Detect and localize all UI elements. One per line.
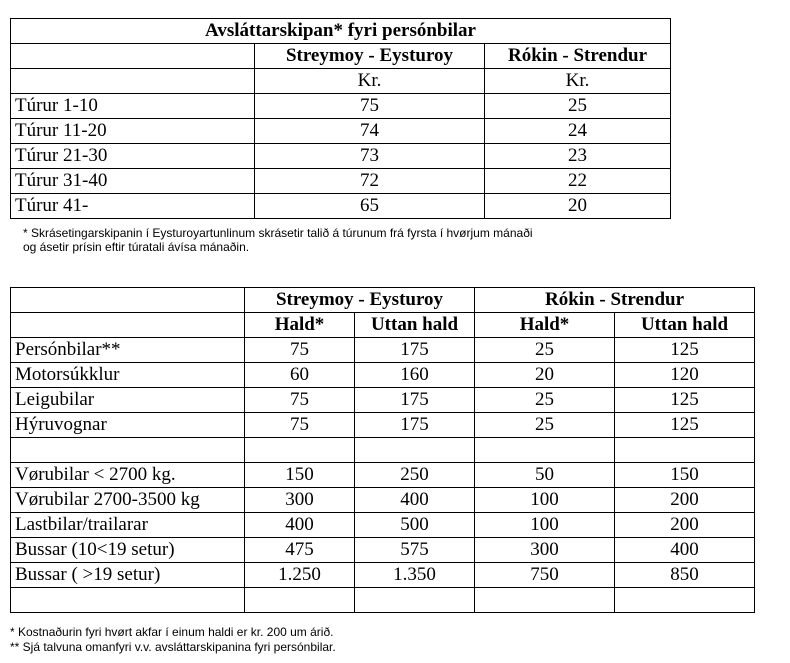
row-label: Túrur 31-40	[11, 169, 255, 194]
table-row	[11, 488, 755, 513]
table-row	[11, 563, 755, 588]
value-cell: 175	[355, 338, 475, 363]
discount-footnote-line1: * Skrásetingarskipanin í Eysturoyartunlinum skrásetir talið á túrunum frá fyrsta í hvørjum mánaði	[23, 226, 533, 240]
value-cell: 125	[615, 338, 755, 363]
row-label: Túrur 1-10	[11, 94, 255, 119]
row-label: Bussar ( >19 setur)	[11, 563, 245, 588]
sub-header-uttan-hald: Uttan hald	[355, 313, 475, 338]
toll-sub-header-row	[11, 313, 755, 338]
sub-header-uttan-hald: Uttan hald	[615, 313, 755, 338]
table-row	[11, 388, 755, 413]
value-cell: 20	[485, 194, 671, 219]
toll-table	[10, 287, 755, 613]
table-row	[11, 363, 755, 388]
value-cell: 150	[615, 463, 755, 488]
value-cell: 160	[355, 363, 475, 388]
value-cell: 75	[245, 338, 355, 363]
header-empty-cell	[11, 313, 245, 338]
header-rokin-strendur: Rókin - Strendur	[485, 44, 671, 69]
empty-cell	[245, 588, 355, 613]
table-row	[11, 463, 755, 488]
value-cell: 1.350	[355, 563, 475, 588]
table-row	[11, 194, 671, 219]
table-row	[11, 144, 671, 169]
value-cell: 65	[255, 194, 485, 219]
value-cell: 125	[615, 413, 755, 438]
value-cell: 1.250	[245, 563, 355, 588]
table-row	[11, 94, 671, 119]
row-label: Túrur 11-20	[11, 119, 255, 144]
row-label: Persónbilar**	[11, 338, 245, 363]
value-cell: 75	[245, 388, 355, 413]
value-cell: 24	[485, 119, 671, 144]
empty-cell	[615, 588, 755, 613]
toll-group-header-row	[11, 288, 755, 313]
table-row	[11, 169, 671, 194]
group-header-rokin-strendur: Rókin - Strendur	[475, 288, 755, 313]
value-cell: 500	[355, 513, 475, 538]
value-cell: 150	[245, 463, 355, 488]
row-label: Bussar (10<19 setur)	[11, 538, 245, 563]
value-cell: 750	[475, 563, 615, 588]
value-cell: 75	[255, 94, 485, 119]
row-label: Lastbilar/trailarar	[11, 513, 245, 538]
empty-cell	[475, 438, 615, 463]
value-cell: 100	[475, 488, 615, 513]
toll-footnote-line2: ** Sjá talvuna omanfyri v.v. avsláttarskipanina fyri persónbilar.	[10, 640, 336, 654]
discount-title-row	[11, 19, 671, 44]
value-cell: 25	[475, 338, 615, 363]
value-cell: 400	[355, 488, 475, 513]
discount-unit-row	[11, 69, 671, 94]
value-cell: 75	[245, 413, 355, 438]
row-label: Vørubilar 2700-3500 kg	[11, 488, 245, 513]
value-cell: 400	[245, 513, 355, 538]
value-cell: 475	[245, 538, 355, 563]
empty-cell	[355, 438, 475, 463]
value-cell: 175	[355, 413, 475, 438]
discount-table	[10, 18, 671, 219]
value-cell: 23	[485, 144, 671, 169]
value-cell: 25	[475, 388, 615, 413]
value-cell: 850	[615, 563, 755, 588]
blank-row	[11, 588, 755, 613]
value-cell: 575	[355, 538, 475, 563]
header-empty-cell	[11, 44, 255, 69]
value-cell: 250	[355, 463, 475, 488]
discount-table-title: Avsláttarskipan* fyri persónbilar	[11, 19, 671, 44]
row-label: Túrur 21-30	[11, 144, 255, 169]
sub-header-hald: Hald*	[475, 313, 615, 338]
empty-cell	[355, 588, 475, 613]
value-cell: 100	[475, 513, 615, 538]
value-cell: 73	[255, 144, 485, 169]
value-cell: 200	[615, 513, 755, 538]
row-label: Vørubilar < 2700 kg.	[11, 463, 245, 488]
value-cell: 125	[615, 388, 755, 413]
discount-footnote-line2: og ásetir prísin eftir túratali ávísa mánaðin.	[23, 240, 250, 254]
value-cell: 74	[255, 119, 485, 144]
sub-header-hald: Hald*	[245, 313, 355, 338]
row-label: Motorsúkklur	[11, 363, 245, 388]
row-label: Túrur 41-	[11, 194, 255, 219]
empty-cell	[475, 588, 615, 613]
unit-cell: Kr.	[485, 69, 671, 94]
value-cell: 22	[485, 169, 671, 194]
value-cell: 60	[245, 363, 355, 388]
value-cell: 72	[255, 169, 485, 194]
header-streymoy-eysturoy: Streymoy - Eysturoy	[255, 44, 485, 69]
table-row	[11, 513, 755, 538]
table-row	[11, 413, 755, 438]
row-label: Hýruvognar	[11, 413, 245, 438]
value-cell: 175	[355, 388, 475, 413]
empty-cell	[11, 588, 245, 613]
empty-cell	[11, 438, 245, 463]
table-row	[11, 119, 671, 144]
table-row	[11, 338, 755, 363]
row-label: Leigubilar	[11, 388, 245, 413]
value-cell: 120	[615, 363, 755, 388]
value-cell: 50	[475, 463, 615, 488]
discount-header-row	[11, 44, 671, 69]
value-cell: 300	[475, 538, 615, 563]
empty-cell	[245, 438, 355, 463]
toll-footnote-line1: * Kostnaðurin fyri hvørt akfar í einum haldi er kr. 200 um árið.	[10, 625, 334, 639]
group-header-streymoy-eysturoy: Streymoy - Eysturoy	[245, 288, 475, 313]
value-cell: 300	[245, 488, 355, 513]
value-cell: 20	[475, 363, 615, 388]
blank-row	[11, 438, 755, 463]
value-cell: 200	[615, 488, 755, 513]
header-empty-cell	[11, 288, 245, 313]
value-cell: 25	[475, 413, 615, 438]
value-cell: 400	[615, 538, 755, 563]
unit-cell: Kr.	[255, 69, 485, 94]
value-cell: 25	[485, 94, 671, 119]
empty-cell	[615, 438, 755, 463]
table-row	[11, 538, 755, 563]
unit-empty-cell	[11, 69, 255, 94]
